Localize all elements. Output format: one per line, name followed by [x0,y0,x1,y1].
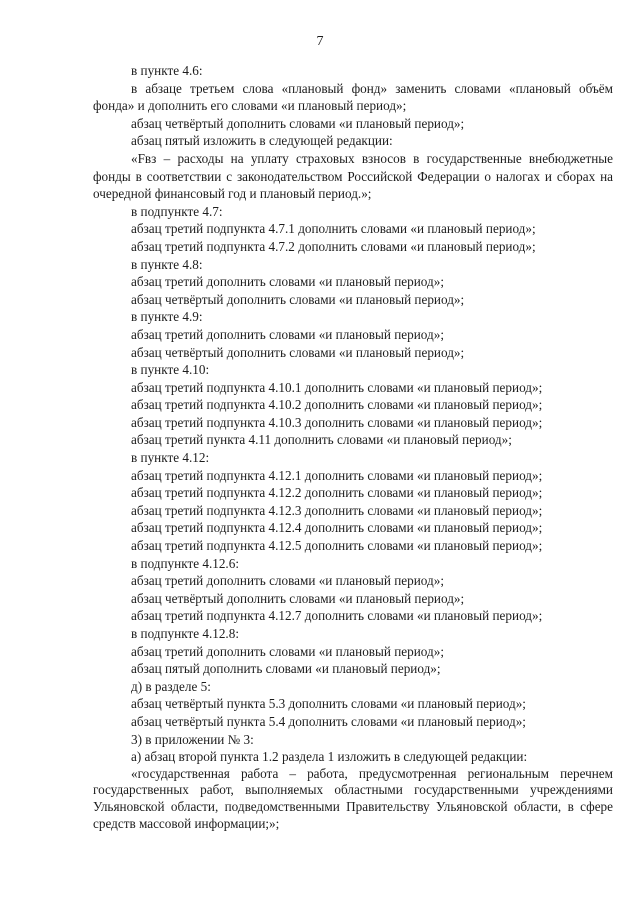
document-line: абзац третий подпункта 4.12.3 дополнить словами «и плановый период»; [131,502,543,518]
document-line: в пункте 4.6: [131,63,203,78]
document-line: абзац третий дополнить словами «и плановый период»; [131,643,444,659]
document-paragraph: «Fвз – расходы на уплату страховых взносов в государственные внебюджетные фонды в соответствии с законодательством Российской Федерации о налогах и сборах на очередной финансовый год и плановый период.»; [93,150,613,202]
document-line: абзац четвёртый дополнить словами «и плановый период»; [131,291,465,307]
document-line: абзац четвёртый дополнить словами «и плановый период»; [131,115,465,131]
document-paragraph: в абзаце третьем слова «плановый фонд» заменить словами «плановый объём фонда» и дополнить его словами «и плановый период»; [93,80,613,114]
document-line: в пункте 4.12: [131,450,210,466]
document-line: абзац четвёртый пункта 5.4 дополнить словами «и плановый период»; [131,713,526,729]
document-line: абзац четвёртый дополнить словами «и плановый период»; [131,590,465,606]
page-number: 7 [316,34,324,49]
document-line: абзац третий подпункта 4.12.7 дополнить словами «и плановый период»; [131,608,543,624]
document-line: абзац четвёртый дополнить словами «и плановый период»; [131,344,465,360]
document-line: а) абзац второй пункта 1.2 раздела 1 изложить в следующей редакции: [131,749,528,765]
document-line: в пункте 4.8: [131,256,203,272]
document-line: абзац третий подпункта 4.12.5 дополнить словами «и плановый период»; [131,538,543,554]
document-line: абзац третий подпункта 4.7.1 дополнить словами «и плановый период»; [131,221,536,237]
document-line: абзац третий подпункта 4.12.1 дополнить словами «и плановый период»; [131,467,543,483]
document-line: абзац третий подпункта 4.10.1 дополнить словами «и плановый период»; [131,379,543,395]
document-line: абзац четвёртый пункта 5.3 дополнить словами «и плановый период»; [131,696,526,712]
document-line: абзац третий подпункта 4.12.2 дополнить словами «и плановый период»; [131,485,543,501]
document-line: абзац третий дополнить словами «и плановый период»; [131,573,444,589]
document-line: абзац третий подпункта 4.7.2 дополнить словами «и плановый период»; [131,238,536,254]
document-line: в подпункте 4.12.8: [131,626,239,641]
document-line: абзац третий подпункта 4.10.2 дополнить словами «и плановый период»; [131,397,543,413]
document-line: абзац третий дополнить словами «и плановый период»; [131,274,444,290]
document-line: абзац третий пункта 4.11 дополнить словами «и плановый период»; [131,432,512,448]
document-body [93,62,613,832]
document-line: 3) в приложении № 3: [131,731,254,747]
document-line: абзац пятый изложить в следующей редакции: [131,133,393,149]
document-line: абзац третий подпункта 4.12.4 дополнить словами «и плановый период»; [131,520,543,536]
document-line: абзац третий подпункта 4.10.3 дополнить словами «и плановый период»; [131,414,543,430]
document-line: абзац третий дополнить словами «и плановый период»; [131,326,444,342]
document-line: в пункте 4.9: [131,309,203,325]
document-paragraph: «государственная работа – работа, предусмотренная региональным перечнем государственных работ, выполняемых областными государственными учреждениями Ульяновской области, подведомственными Правительству Ульяновской области, в сфере средств массовой информации;»; [93,765,613,831]
document-line: в подпункте 4.7: [131,203,223,219]
document-line: абзац пятый дополнить словами «и плановый период»; [131,661,441,677]
document-line: д) в разделе 5: [131,678,211,694]
document-line: в пункте 4.10: [131,362,210,378]
document-line: в подпункте 4.12.6: [131,555,239,571]
